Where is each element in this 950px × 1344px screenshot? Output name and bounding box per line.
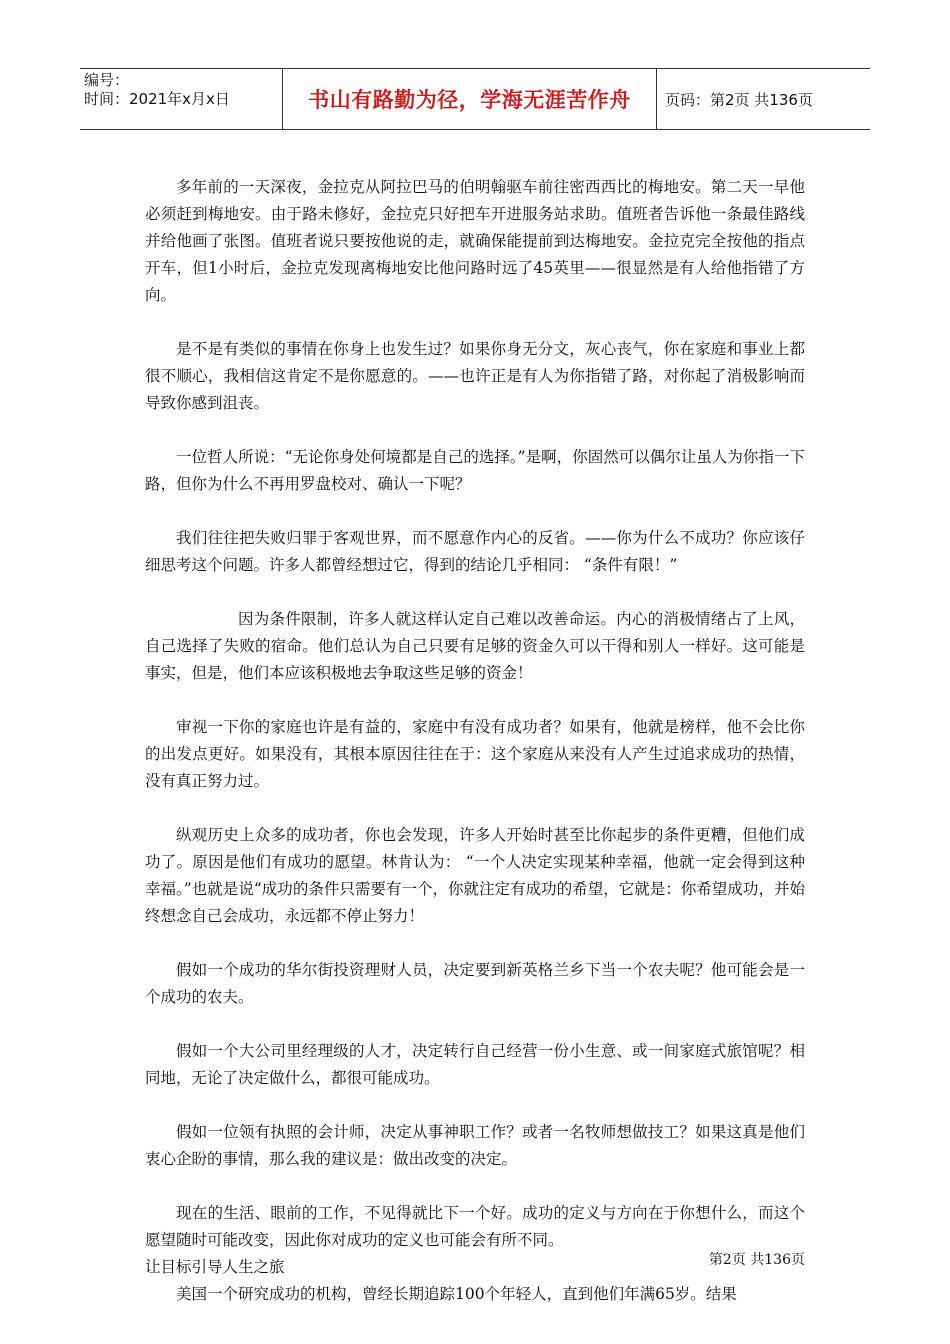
paragraph: 一位哲人所说：“无论你身处何境都是自己的选择。”是啊，你固然可以偶尔让虽人为你指一下路，但你为什么不再用罗盘校对、确认一下呢？ xyxy=(145,448,805,493)
paragraph: 审视一下你的家庭也许是有益的，家庭中有没有成功者？如果有，他就是榜样，他不会比你的出发点更好。如果没有，其根本原因往往在于：这个家庭从来没有人产生过追求成功的热情，没有真正努力过。 xyxy=(145,718,805,790)
paragraph: 纵观历史上众多的成功者，你也会发现，许多人开始时甚至比你起步的条件更糟，但他们成功了。原因是他们有成功的愿望。林肯认为： “一个人决定实现某种幸福，他就一定会得到这种幸福。”也就是说“成功的条件只需要有一个，你就注定有成功的希望，它就是：你希望成功，并始终想念自己会成功，永远都不停止努力！ xyxy=(145,826,805,925)
header-meta xyxy=(80,69,283,129)
paragraph: 现在的生活、眼前的工作，不见得就比下一个好。成功的定义与方向在于你想什么，而这个愿望随时可能改变，因此你对成功的定义也可能会有所不同。 xyxy=(145,1204,805,1249)
page-footer: 第2页 共136页 xyxy=(708,1252,805,1268)
header-motto: 书山有路勤为径，学海无涯苦作舟 xyxy=(283,69,657,129)
time-label: 时间：2021年x月x日 xyxy=(84,90,230,108)
paragraph: 假如一个大公司里经理级的人才，决定转行自己经营一份小生意、或一间家庭式旅馆呢？相同地，无论了决定做什么，都很可能成功。 xyxy=(145,1042,805,1087)
header-page-info: 页码：第2页 共136页 xyxy=(665,90,813,109)
paragraph: 是不是有类似的事情在你身上也发生过？如果你身无分文，灰心丧气，你在家庭和事业上都很不顺心，我相信这肯定不是你愿意的。——也许正是有人为你指错了路，对你起了消极影响而导致你感到沮丧。 xyxy=(145,340,805,412)
paragraph: 假如一个成功的华尔街投资理财人员，决定要到新英格兰乡下当一个农夫呢？他可能会是一个成功的农夫。 xyxy=(145,961,805,1006)
paragraph: 假如一位领有执照的会计师，决定从事神职工作？或者一名牧师想做技工？如果这真是他们衷心企盼的事情，那么我的建议是：做出改变的决定。 xyxy=(145,1123,805,1168)
paragraph: 因为条件限制，许多人就这样认定自己难以改善命运。内心的消极情绪占了上风，自己选择了失败的宿命。他们总认为自己只要有足够的资金久可以干得和别人一样好。这可能是事实，但是，他们本应该积极地去争取这些足够的资金！ xyxy=(145,610,805,682)
page-header xyxy=(80,68,870,130)
paragraph: 多年前的一天深夜，金拉克从阿拉巴马的伯明翰驱车前往密西西比的梅地安。第二天一早他必须赶到梅地安。由于路未修好，金拉克只好把车开进服务站求助。值班者告诉他一条最佳路线并给他画了张图。值班者说只要按他说的走，就确保能提前到达梅地安。金拉克完全按他的指点开车，但1小时后，金拉克发现离梅地安比他问路时远了45英里——很显然是有人给他指错了方向。 xyxy=(145,178,805,304)
section-heading: 让目标引导人生之旅 xyxy=(145,1258,285,1276)
number-label: 编号： xyxy=(84,71,130,89)
document-body xyxy=(145,174,805,1308)
paragraph: 我们往往把失败归罪于客观世界，而不愿意作内心的反省。——你为什么不成功？你应该仔细思考这个问题。许多人都曾经想过它，得到的结论几乎相同： “条件有限！” xyxy=(145,529,805,574)
paragraph: 美国一个研究成功的机构，曾经长期追踪100个年轻人，直到他们年满65岁。结果 xyxy=(176,1285,737,1303)
